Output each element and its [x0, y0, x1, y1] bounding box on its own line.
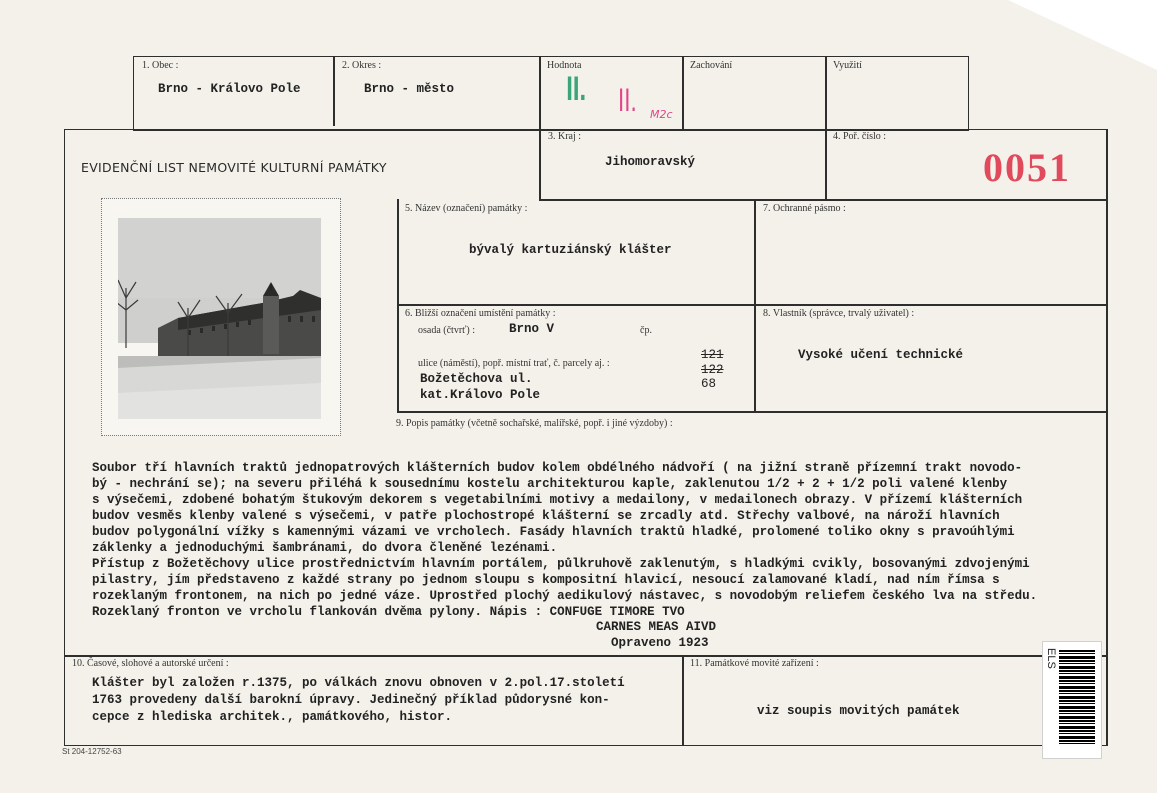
popis-text	[92, 460, 1037, 620]
popis-line: záklenky a jednoduchými šambránami, do dvora členěné lezénami.	[92, 541, 558, 555]
vlastnik-value: Vysoké učení technické	[798, 348, 964, 362]
parcel-value: 68	[701, 377, 717, 391]
nazev-label: 5. Název (označení) památky :	[405, 203, 528, 214]
hodnota-mark-red: II.	[618, 82, 637, 118]
ulice-value: Božetěchova ul.	[420, 372, 533, 386]
popis-line: Přístup z Božetěchovy ulice prostřednictvím hlavním portálem, půlkruhově zaklenutým, s hladkými cvikly, bosovanými zdvojenými	[92, 557, 1030, 571]
kat-value: kat.Královo Pole	[420, 388, 541, 402]
popis-line: budov polygonální vížky s kamennými vázami ve vrcholech. Fasády hlavních traktů hladké, prolomené toliko okny s pravoúhlými	[92, 525, 1015, 539]
popis-line: rozeklaným frontonem, na nich po jedné váze. Uprostřed plochý aedikulový nástavec, s novodobým reliefem českého lva na středu.	[92, 589, 1038, 603]
kraj-label: 3. Kraj :	[548, 131, 582, 142]
hodnota-label: Hodnota	[547, 60, 582, 71]
umisteni-label: 6. Bližší označení umístění památky :	[405, 308, 556, 319]
parcel-struck-2: 122	[701, 363, 724, 377]
vyuziti-label: Využití	[833, 60, 862, 71]
print-code: St 204-12752-63	[62, 747, 122, 756]
kraj-value: Jihomoravský	[605, 155, 696, 169]
movite-label: 11. Památkové movité zařízení :	[690, 658, 819, 669]
zachovani-label: Zachování	[690, 60, 733, 71]
popis-line: Soubor tří hlavních traktů jednopatrových klášterních budov kolem obdélného nádvoří ( na jižní straně přízemní trakt novodo-	[92, 461, 1023, 475]
popis-line: budov vesměs klenby valené s výsečemi, v patře plochostropé klášterní se zrcadly atd. Střechy valbové, na nároží hlavních	[92, 509, 1000, 523]
casove-line: 1763 provedeny další barokní úpravy. Jedinečný příklad půdorysné kon-	[92, 693, 610, 707]
hodnota-note: M2c	[650, 108, 673, 121]
osada-value: Brno V	[509, 322, 555, 336]
okres-value: Brno - město	[364, 82, 455, 96]
cp-label: čp.	[640, 325, 652, 336]
monastery-photo	[118, 218, 321, 419]
inscription-line-2: CARNES MEAS AIVD	[596, 620, 717, 634]
casove-label: 10. Časové, slohové a autorské určení :	[72, 658, 229, 669]
casove-line: Klášter byl založen r.1375, po válkách znovu obnoven v 2.pol.17.století	[92, 676, 625, 690]
popis-line: bý - nechrání se); na severu přiléhá k sousednímu kostelu architekturou kaple, zaklenutou 1/2 + 2 + 1/2 poli valené klenby	[92, 477, 1008, 491]
barcode-sticker	[1042, 641, 1102, 759]
popis-label: 9. Popis památky (včetně sochařské, malířské, popř. i jiné výzdoby) :	[396, 418, 673, 429]
barcode-icon	[1059, 650, 1095, 746]
barcode-label: ELS	[1045, 648, 1057, 669]
popis-line: pilastry, jím představeno z každé strany po jednom sloupu s kompositní hlavicí, nesoucí zalamované kladí, nad ním římsa s	[92, 573, 1000, 587]
pasmo-label: 7. Ochranné pásmo :	[763, 203, 846, 214]
okres-label: 2. Okres :	[342, 60, 382, 71]
nazev-value: bývalý kartuziánský klášter	[469, 243, 672, 257]
movite-value: viz soupis movitých památek	[757, 704, 960, 718]
popis-line: Rozeklaný fronton ve vrcholu flankován dvěma pylony. Nápis : CONFUGE TIMORE TVO	[92, 605, 685, 619]
obec-label: 1. Obec :	[142, 60, 179, 71]
parcel-struck-1: 121	[701, 348, 724, 362]
casove-line: cepce z hlediska architek., památkového, histor.	[92, 710, 453, 724]
form-title: EVIDENČNÍ LIST NEMOVITÉ KULTURNÍ PAMÁTKY	[81, 160, 387, 175]
por-cislo-label: 4. Poř. číslo :	[833, 131, 887, 142]
por-cislo-value: 0051	[983, 145, 1071, 190]
popis-line: s výsečemi, zdobené bohatým štukovým dekorem s vegetabilními motivy a medailony, v medailonech obrazy. V přízemí klášterních	[92, 493, 1023, 507]
ulice-label: ulice (náměstí), popř. místní trať, č. parcely aj. :	[418, 358, 610, 369]
vlastnik-label: 8. Vlastník (správce, trvalý uživatel) :	[763, 308, 915, 319]
hodnota-mark-green: II.	[566, 70, 587, 108]
obec-value: Brno - Královo Pole	[158, 82, 301, 96]
casove-text	[92, 675, 625, 726]
inscription-line-3: Opraveno 1923	[611, 636, 709, 650]
osada-label: osada (čtvrť) :	[418, 325, 476, 336]
